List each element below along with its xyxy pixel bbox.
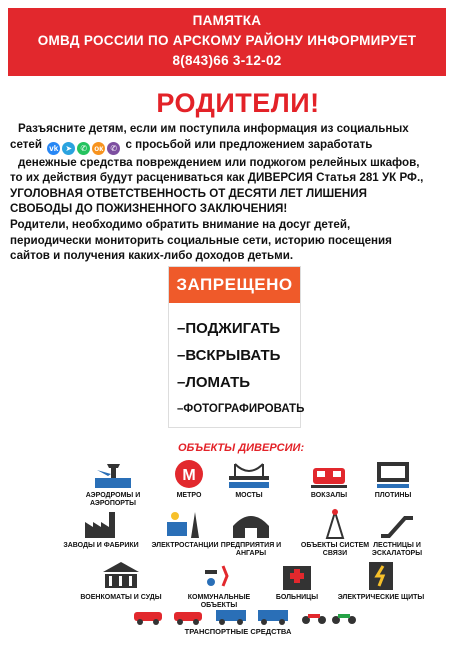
forbidden-list — [169, 303, 305, 423]
truck-icon — [216, 610, 246, 625]
object-label: БОЛЬНИЦЫ — [275, 594, 319, 601]
object-label: ВОЕНКОМАТЫ И СУДЫ — [80, 594, 162, 601]
bridge-icon — [229, 458, 269, 490]
forbidden-item: –ВСКРЫВАТЬ — [177, 347, 281, 364]
text-line: Разъясните детям, если им поступила информация из социальных — [18, 122, 409, 135]
object-bridges — [204, 458, 294, 500]
train-station-icon — [309, 458, 349, 490]
object-factories — [56, 508, 146, 550]
viber-icon: ✆ — [107, 142, 120, 155]
object-label: ЛЕСТНИЦЫ И ЭСКАЛАТОРЫ — [371, 542, 423, 557]
banner-subtitle: ОМВД РОССИИ ПО АРСКОМУ РАЙОНУ ИНФОРМИРУЕТ — [37, 33, 417, 48]
banner-title: ПАМЯТКА — [192, 13, 262, 28]
forbidden-item: –ЛОМАТЬ — [177, 374, 251, 391]
metro-icon — [169, 458, 209, 490]
header-banner — [8, 8, 446, 76]
text-line: Родители, необходимо обратить внимание на досуг детей, — [10, 217, 351, 231]
object-label: КОММУНАЛЬНЫЕ ОБЪЕКТЫ — [187, 594, 251, 609]
text-line: УГОЛОВНАЯ ОТВЕТСТВЕННОСТЬ ОТ ДЕСЯТИ ЛЕТ ЛИШЕНИЯ — [10, 186, 367, 200]
text-line: СВОБОДЫ ДО ПОЖИЗНЕННОГО ЗАКЛЮЧЕНИЯ! — [10, 202, 288, 216]
object-label: МЕТРО — [176, 492, 202, 499]
text-line: то их действия будут расцениваться как ДИВЕРСИЯ Статья 281 УК РФ., — [10, 171, 424, 185]
forbidden-title: ЗАПРЕЩЕНО — [169, 267, 300, 303]
svg-text:M: M — [182, 467, 196, 484]
text-line: сайтов и получения каких-либо доходов детьми. — [10, 249, 294, 263]
hangar-icon — [231, 508, 271, 540]
whatsapp-icon: ✆ — [77, 142, 90, 155]
escalator-icon — [377, 508, 417, 540]
object-label: ЭЛЕКТРИЧЕСКИЕ ЩИТЫ — [337, 594, 425, 601]
object-label: МОСТЫ — [235, 492, 263, 499]
hospital-icon — [277, 560, 317, 592]
object-label: ВОКЗАЛЫ — [310, 492, 348, 499]
truck-icon — [258, 610, 288, 625]
dam-icon — [373, 458, 413, 490]
power-plant-icon — [165, 508, 205, 540]
object-escalators — [352, 508, 442, 558]
social-icons — [47, 142, 120, 155]
motorcycle-icon — [332, 614, 356, 624]
objects-title: ОБЪЕКТЫ ДИВЕРСИИ: — [178, 442, 305, 454]
text-line-with-icons — [10, 137, 468, 155]
text-line: периодически мониторить социальные сети, историю посещения — [10, 233, 392, 247]
object-utilities — [174, 560, 264, 610]
text-fragment: сетей — [10, 137, 42, 151]
forbidden-item: –ПОДЖИГАТЬ — [177, 320, 281, 337]
forbidden-panel — [168, 266, 305, 428]
vk-icon: vk — [47, 142, 60, 155]
object-dams — [348, 458, 438, 500]
transport-icons — [130, 606, 360, 626]
body-text — [10, 121, 468, 264]
object-label: ПРЕДПРИЯТИЯ И АНГАРЫ — [220, 542, 282, 557]
car-icon — [134, 612, 162, 625]
car-icon — [174, 612, 202, 625]
factory-icon — [81, 508, 121, 540]
antenna-icon — [315, 508, 355, 540]
banner-phone: 8(843)66 3-12-02 — [172, 53, 282, 68]
forbidden-item: –ФОТОГРАФИРОВАТЬ — [177, 403, 305, 415]
text-fragment: с просьбой или предложением заработать — [125, 137, 373, 151]
odnoklassniki-icon: ок — [92, 142, 105, 155]
government-building-icon — [101, 560, 141, 592]
object-label: АЭРОДРОМЫ И АЭРОПОРТЫ — [85, 492, 141, 507]
object-enterprises — [206, 508, 296, 558]
telegram-icon: ➤ — [62, 142, 75, 155]
utility-icon — [199, 560, 239, 592]
text-line: денежные средства повреждением или поджогом релейных шкафов, — [18, 155, 420, 169]
object-label: ПЛОТИНЫ — [374, 492, 412, 499]
object-label: ЗАВОДЫ И ФАБРИКИ — [63, 542, 139, 549]
headline: РОДИТЕЛИ! — [156, 88, 320, 118]
airport-icon — [93, 458, 133, 490]
object-military — [76, 560, 166, 602]
object-label: ЭЛЕКТРОСТАНЦИИ — [151, 542, 219, 549]
object-label: ОБЪЕКТЫ СИСТЕМ СВЯЗИ — [300, 542, 370, 557]
object-hospitals — [252, 560, 342, 602]
object-electric-panels — [336, 560, 426, 602]
electric-panel-icon — [361, 560, 401, 592]
motorcycle-icon — [302, 614, 326, 624]
transport-label: ТРАНСПОРТНЫЕ СРЕДСТВА — [184, 627, 292, 636]
